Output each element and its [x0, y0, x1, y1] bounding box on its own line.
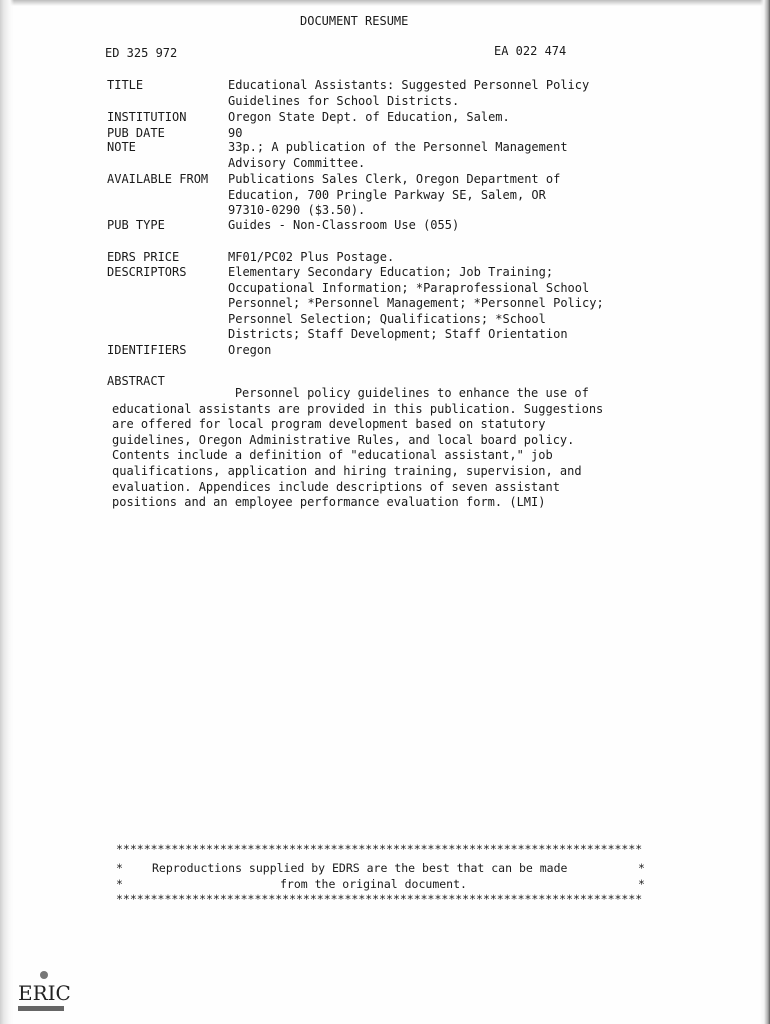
field-value-line: Educational Assistants: Suggested Personnel Policy	[228, 78, 590, 92]
eric-logo-text: ERIC	[18, 981, 71, 1005]
field-value-line: Personnel; *Personnel Management; *Personnel Policy;	[228, 296, 604, 311]
scan-edge-left	[0, 0, 14, 1024]
field-label-note: NOTE	[107, 140, 136, 154]
field-value-line: Guides - Non-Classroom Use (055)	[228, 218, 460, 232]
abstract-line: evaluation. Appendices include descriptions of seven assistant	[112, 479, 560, 494]
eric-logo	[16, 968, 72, 1016]
field-value-line: Advisory Committee.	[228, 155, 366, 170]
field-label-edrs-price: EDRS PRICE	[107, 250, 180, 264]
abstract-label: ABSTRACT	[107, 374, 165, 388]
notice-star-right-2: *	[638, 877, 645, 891]
abstract-line: positions and an employee performance evaluation form. (LMI)	[112, 495, 546, 510]
notice-line-2: from the original document.	[280, 877, 467, 891]
field-label-institution: INSTITUTION	[107, 110, 187, 124]
ea-number: EA 022 474	[494, 44, 567, 58]
abstract-line: guidelines, Oregon Administrative Rules, and local board policy.	[112, 432, 575, 447]
field-value-line: Oregon	[228, 343, 272, 357]
ed-number: ED 325 972	[105, 46, 178, 60]
eric-logo-figure	[40, 971, 48, 979]
notice-border-top: ****************************************************************************	[116, 842, 643, 856]
notice-star-right-1: *	[638, 861, 645, 875]
field-value-line: Elementary Secondary Education; Job Training;	[228, 265, 554, 279]
field-label-pub-date: PUB DATE	[107, 126, 165, 140]
field-label-identifiers: IDENTIFIERS	[107, 343, 187, 357]
abstract-line: are offered for local program development based on statutory	[112, 417, 546, 432]
field-value-line: Publications Sales Clerk, Oregon Department of	[228, 172, 561, 186]
abstract-line: Personnel policy guidelines to enhance the use of	[112, 386, 589, 400]
field-value-line: Districts; Staff Development; Staff Orientation	[228, 327, 568, 342]
field-label-available-from: AVAILABLE FROM	[107, 172, 209, 186]
scan-edge-right	[760, 0, 770, 1024]
eric-logo-bar	[18, 1006, 64, 1011]
abstract-line: educational assistants are provided in this publication. Suggestions	[112, 401, 604, 416]
field-value-line: Education, 700 Pringle Parkway SE, Salem, OR	[228, 187, 546, 202]
field-value-line: 33p.; A publication of the Personnel Management	[228, 140, 568, 154]
field-value-line: Personnel Selection; Qualifications; *School	[228, 311, 546, 326]
notice-border-bottom: ****************************************************************************	[116, 892, 643, 906]
reproduction-notice	[116, 842, 646, 908]
field-label-pub-type: PUB TYPE	[107, 218, 165, 232]
abstract-line: qualifications, application and hiring training, supervision, and	[112, 463, 582, 478]
field-value-line: 90	[228, 126, 243, 140]
abstract-text	[112, 386, 632, 511]
scan-edge-top	[0, 0, 770, 6]
field-value-line: Guidelines for School Districts.	[228, 93, 460, 108]
field-value-line: Oregon State Dept. of Education, Salem.	[228, 110, 510, 124]
document-title: DOCUMENT RESUME	[300, 14, 409, 28]
abstract-line: Contents include a definition of "educational assistant," job	[112, 448, 553, 463]
field-value-line: Occupational Information; *Paraprofessional School	[228, 280, 590, 295]
field-label-title: TITLE	[107, 78, 144, 92]
field-value-line: 97310-0290 ($3.50).	[228, 203, 366, 218]
notice-star-left-1: *	[116, 861, 123, 875]
field-value-line: MF01/PC02 Plus Postage.	[228, 250, 395, 264]
field-label-descriptors: DESCRIPTORS	[107, 265, 187, 279]
notice-star-left-2: *	[116, 877, 123, 891]
notice-line-1: Reproductions supplied by EDRS are the best that can be made	[152, 861, 568, 875]
